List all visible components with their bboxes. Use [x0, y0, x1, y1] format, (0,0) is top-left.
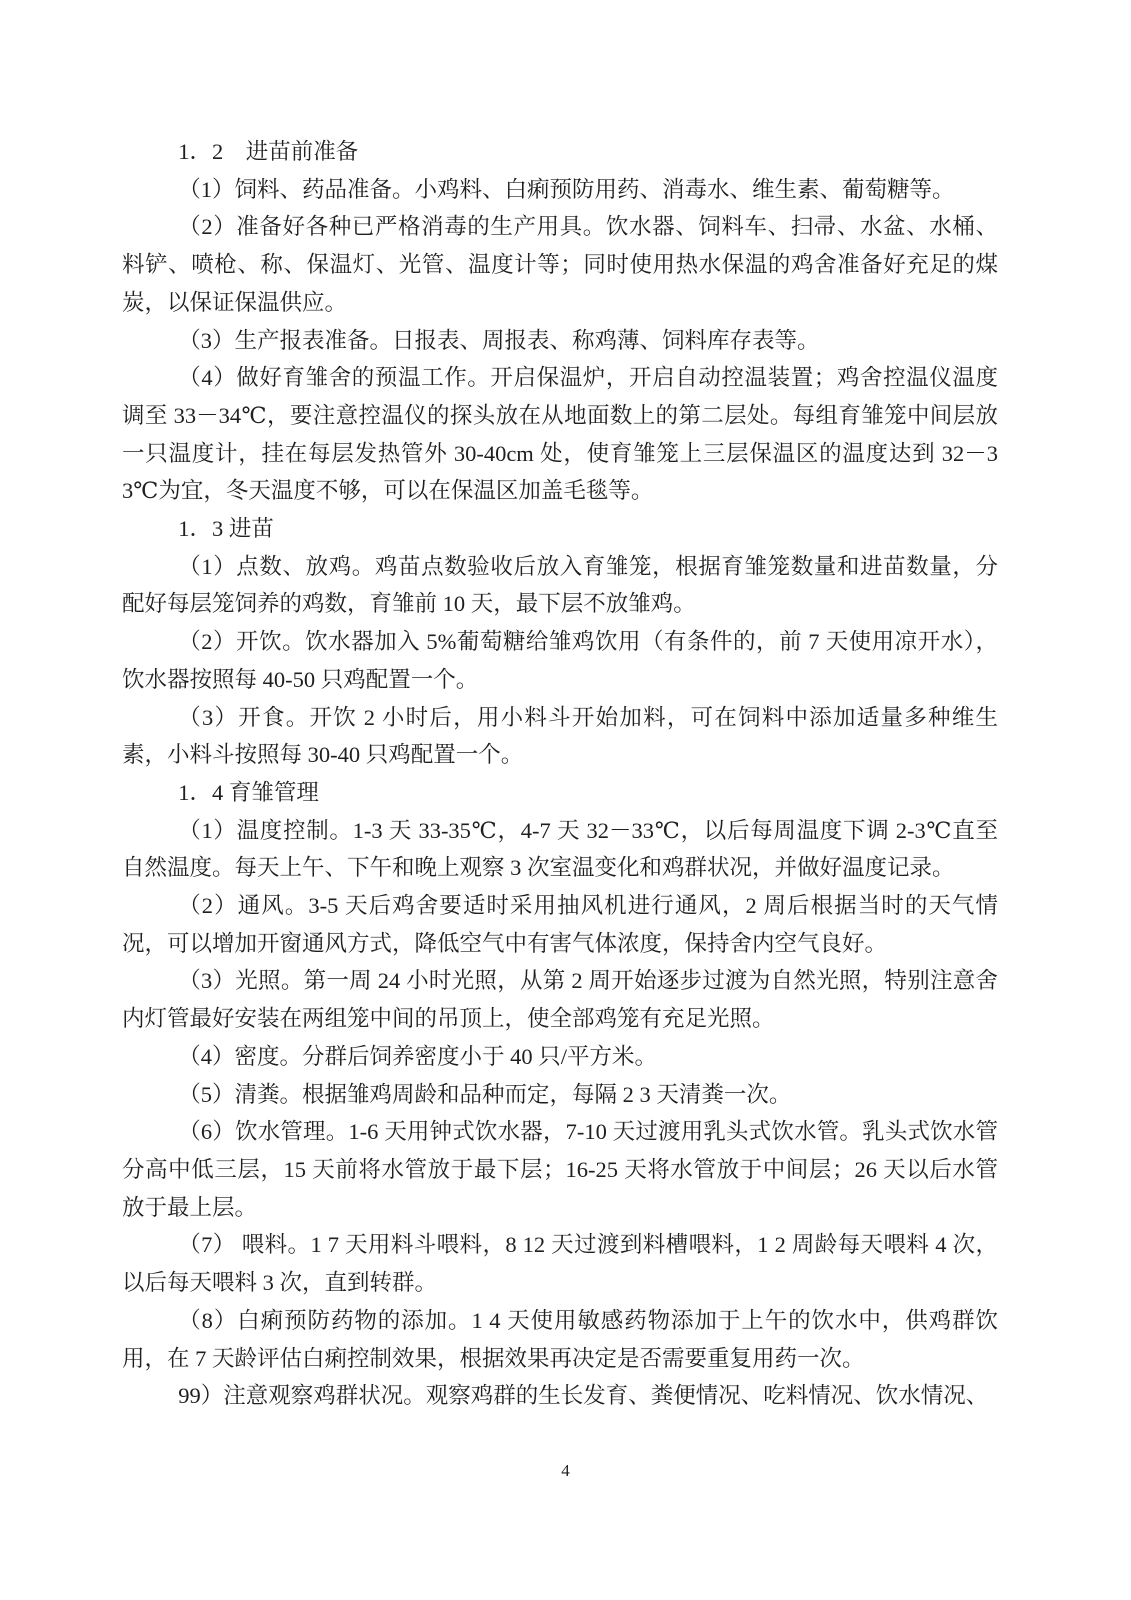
paragraph: （1）温度控制。1-3 天 33-35℃，4-7 天 32－33℃，以后每周温度下调 2-3℃直至自然温度。每天上午、下午和晚上观察 3 次室温变化和鸡群状况，并做好温度记录。	[122, 817, 998, 881]
paragraph: 99）注意观察鸡群状况。观察鸡群的生长发育、粪便情况、吃料情况、饮水情况、	[178, 1383, 989, 1409]
section-heading-1-3: 1．3 进苗	[178, 516, 274, 542]
section-heading-1-4: 1．4 育雏管理	[178, 779, 319, 805]
paragraph: （1）点数、放鸡。鸡苗点数验收后放入育雏笼，根据育雏笼数量和进苗数量，分配好每层笼饲养的鸡数，育雏前 10 天，最下层不放雏鸡。	[122, 553, 998, 617]
paragraph: （2）准备好各种已严格消毒的生产用具。饮水器、饲料车、扫帚、水盆、水桶、料铲、喷枪、称、保温灯、光管、温度计等；同时使用热水保温的鸡舍准备好充足的煤炭，以保证保温供应。	[122, 214, 998, 315]
paragraph: （4）做好育雏舍的预温工作。开启保温炉，开启自动控温装置；鸡舍控温仪温度调至 33－34℃，要注意控温仪的探头放在从地面数上的第二层处。每组育雏笼中间层放一只温度计，挂在每层发热管外 30-40cm 处，使育雏笼上三层保温区的温度达到 32－33℃为宜，冬天温度不够，可以在保温区加盖毛毯等。	[122, 365, 998, 504]
paragraph: （3）生产报表准备。日报表、周报表、称鸡薄、饲料库存表等。	[178, 327, 820, 353]
paragraph: （3）光照。第一周 24 小时光照，从第 2 周开始逐步过渡为自然光照，特别注意舍内灯管最好安装在两组笼中间的吊顶上，使全部鸡笼有充足光照。	[122, 968, 998, 1032]
paragraph: （2）开饮。饮水器加入 5%葡萄糖给雏鸡饮用（有条件的，前 7 天使用凉开水），饮水器按照每 40-50 只鸡配置一个。	[122, 629, 998, 692]
paragraph: （4）密度。分群后饲养密度小于 40 只/平方米。	[178, 1043, 658, 1069]
paragraph: （8）白痢预防药物的添加。1 4 天使用敏感药物添加于上午的饮水中，供鸡群饮用，在 7 天龄评估白痢控制效果，根据效果再决定是否需要重复用药一次。	[122, 1307, 998, 1371]
paragraph: （7） 喂料。1 7 天用料斗喂料，8 12 天过渡到料槽喂料，1 2 周龄每天喂料 4 次，以后每天喂料 3 次，直到转群。	[122, 1232, 998, 1296]
paragraph: （1）饲料、药品准备。小鸡料、白痢预防用药、消毒水、维生素、葡萄糖等。	[178, 176, 955, 202]
paragraph: （5）清粪。根据雏鸡周龄和品种而定，每隔 2 3 天清粪一次。	[178, 1081, 792, 1107]
document-body	[122, 133, 998, 1415]
paragraph: （6）饮水管理。1-6 天用钟式饮水器，7-10 天过渡用乳头式饮水管。乳头式饮水管分高中低三层，15 天前将水管放于最下层；16-25 天将水管放于中间层；26 天以后水管放于最上层。	[122, 1119, 998, 1220]
page-number: 4	[561, 1461, 570, 1480]
section-heading-1-2: 1．2 进苗前准备	[178, 139, 359, 164]
paragraph: （3）开食。开饮 2 小时后，用小料斗开始加料，可在饲料中添加适量多种维生素，小料斗按照每 30-40 只鸡配置一个。	[122, 704, 998, 768]
paragraph: （2）通风。3-5 天后鸡舍要适时采用抽风机进行通风，2 周后根据当时的天气情况，可以增加开窗通风方式，降低空气中有害气体浓度，保持舍内空气良好。	[122, 893, 998, 956]
